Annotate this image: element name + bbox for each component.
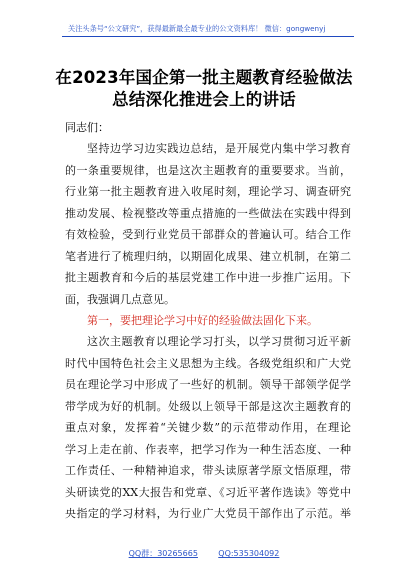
paragraph-line: 工作责任、一种精神追求，带头读原著学原文悟原理，带 bbox=[65, 464, 351, 477]
paragraph-line: 时代中国特色社会主义思想为主线。各级党组织和广大党 bbox=[65, 356, 351, 370]
header-banner: 关注头条号“公文研究”，获得最新最全最专业的公文资料库！ 微信：gongwenyj bbox=[68, 24, 326, 33]
paragraph-line: 的一条重要规律，也是这次主题教育的重要要求。当前， bbox=[65, 163, 351, 177]
document-title-line-2: 总结深化推进会上的讲话 bbox=[112, 90, 296, 109]
paragraph-line: 带学成为好的机制。处级以上领导干部是这次主题教育的 bbox=[65, 399, 351, 413]
header-rule bbox=[62, 36, 354, 37]
footer bbox=[0, 548, 408, 559]
paragraph-line: 面，我强调几点意见。 bbox=[65, 292, 175, 306]
salutation: 同志们： bbox=[65, 121, 109, 134]
paragraph-line: 头研读党的XX大报告和党章、《习近平著作选读》等党中 bbox=[65, 485, 351, 499]
footer-qq: QQ:535304092 bbox=[218, 549, 280, 558]
paragraph-line: 这次主题教育以理论学习打头，以学习贯彻习近平新 bbox=[87, 335, 351, 348]
footer-qq-group: QQ群：30265665 bbox=[128, 549, 198, 558]
section-heading-block bbox=[65, 310, 351, 332]
paragraph-line: 行业第一批主题教育进入收尾时刻，理论学习、调查研究 bbox=[65, 185, 351, 198]
paragraph-line: 有效检验，受到行业党员干部群众的普遍认可。结合工作 bbox=[65, 228, 351, 241]
paragraph-line: 批主题教育和今后的基层党建工作中进一步推广运用。下 bbox=[65, 271, 351, 284]
paragraph-line: 坚持边学习边实践边总结，是开展党内集中学习教育 bbox=[87, 142, 351, 155]
paragraph-line: 推动发展、检视整改等重点措施的一些做法在实践中得到 bbox=[65, 206, 351, 220]
document-title-line-1: 在2023年国企第一批主题教育经验做法 bbox=[55, 68, 353, 87]
section-heading: 第一，要把理论学习中好的经验做法固化下来。 bbox=[87, 314, 318, 327]
paragraph-line: 重点对象，发挥着“关键少数”的示范带动作用，在理论 bbox=[65, 421, 351, 434]
paragraph-line: 央指定的学习材料，为行业广大党员干部作出了示范。举 bbox=[65, 507, 351, 520]
paragraph-2 bbox=[65, 331, 351, 525]
paragraph-line: 笔者进行了梳理归纳，以期固化成果、建立机制，在第二 bbox=[65, 249, 351, 263]
paragraph-line: 学习上走在前、作表率，把学习作为一种生活态度、一种 bbox=[65, 442, 351, 456]
paragraph-line: 员在理论学习中形成了一些好的机制。领导干部领学促学 bbox=[65, 378, 351, 391]
paragraph-1 bbox=[65, 138, 351, 310]
